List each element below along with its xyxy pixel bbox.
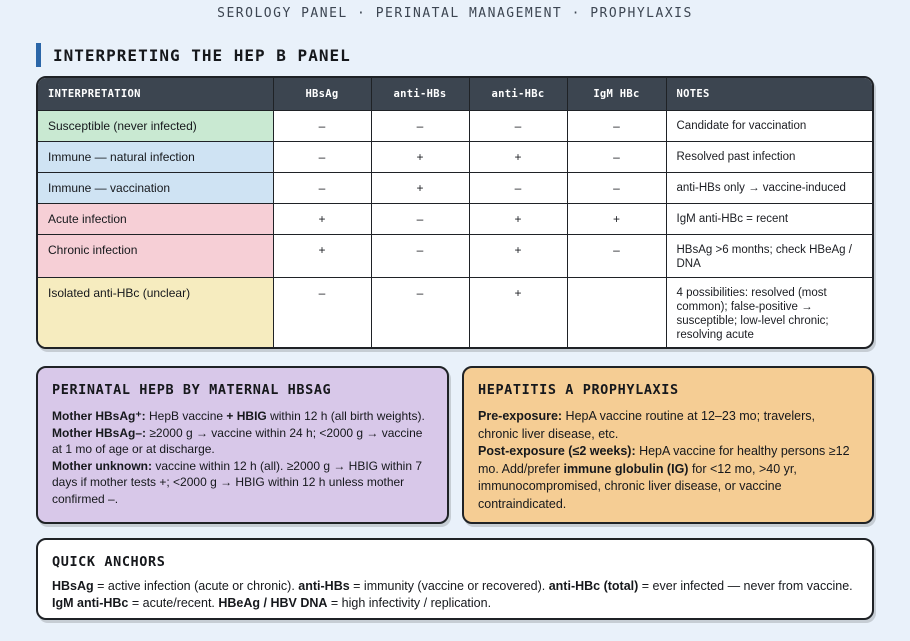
interpretation-cell: Isolated anti-HBc (unclear): [38, 277, 273, 349]
table-row: [38, 234, 872, 277]
ig-emphasis: immune globulin (IG): [563, 461, 689, 476]
anti-hbs-cell: +: [371, 172, 469, 203]
table-header-row: [38, 78, 872, 110]
text-span: = high infectivity / replication.: [327, 596, 492, 610]
page-title: INTERPRETING THE HEP B PANEL: [53, 45, 351, 65]
mother-positive-label: Mother HBsAg⁺:: [52, 409, 146, 423]
anchor-term: HBeAg / HBV DNA: [218, 596, 328, 610]
accent-bar: [36, 43, 41, 67]
hbsag-cell: –: [273, 277, 371, 349]
text-span: for <12 mo, >40 yr, immunocompromised, chronic liver disease, or vaccine contraindicated.: [478, 461, 797, 511]
igm-hbc-cell: [567, 277, 666, 349]
notes-cell: Resolved past infection: [666, 141, 872, 172]
interpretation-cell: Susceptible (never infected): [38, 110, 273, 141]
igm-hbc-cell: +: [567, 203, 666, 234]
hbsag-cell: +: [273, 234, 371, 277]
column-header: NOTES: [666, 78, 872, 110]
text-span: vaccine within 12 h (all). ≥2000 g → HBIG within 7 days if mother tests +; <2000 g → HBIG within 12 h unless mother confirmed –.: [52, 458, 423, 506]
table-row: [38, 277, 872, 349]
text-span: = ever infected — never from vaccine.: [638, 579, 853, 593]
interpretation-cell: Immune — vaccination: [38, 172, 273, 203]
igm-hbc-cell: –: [567, 234, 666, 277]
anti-hbc-cell: +: [469, 203, 567, 234]
interpretation-cell: Chronic infection: [38, 234, 273, 277]
table-row: [38, 141, 872, 172]
hepb-panel-table: [36, 76, 874, 349]
hbsag-cell: –: [273, 141, 371, 172]
notes-cell: anti-HBs only → vaccine-induced: [666, 172, 872, 203]
perinatal-hepb-card: [36, 366, 449, 524]
hbsag-cell: –: [273, 110, 371, 141]
hepa-text: [478, 408, 858, 513]
hbsag-cell: +: [273, 203, 371, 234]
igm-hbc-cell: –: [567, 141, 666, 172]
card-title: PERINATAL HEPB BY MATERNAL HBSAG: [52, 382, 332, 398]
hepatitis-a-card: [462, 366, 874, 524]
column-header: anti-HBc: [469, 78, 567, 110]
breadcrumb: SEROLOGY PANEL · PERINATAL MANAGEMENT · PROPHYLAXIS: [217, 6, 693, 21]
text-span: = active infection (acute or chronic).: [93, 579, 299, 593]
anchor-term: anti-HBc (total): [548, 579, 639, 593]
anti-hbc-cell: +: [469, 141, 567, 172]
anti-hbs-cell: –: [371, 277, 469, 349]
anti-hbs-cell: –: [371, 234, 469, 277]
column-header: anti-HBs: [371, 78, 469, 110]
section-heading: [36, 43, 351, 67]
text-span: = acute/recent.: [128, 596, 219, 610]
notes-cell: Candidate for vaccination: [666, 110, 872, 141]
mother-unknown-label: Mother unknown:: [52, 458, 152, 473]
anchors-text: [52, 578, 858, 612]
table-row: [38, 110, 872, 141]
anchor-term: HBsAg: [52, 579, 94, 593]
card-title: HEPATITIS A PROPHYLAXIS: [478, 382, 679, 398]
card-title: QUICK ANCHORS: [52, 554, 166, 570]
notes-cell: HBsAg >6 months; check HBeAg / DNA: [666, 234, 872, 277]
quick-anchors-card: [36, 538, 874, 620]
text-span: HepA vaccine for healthy persons ≥12 mo. Add/prefer: [478, 444, 850, 476]
interpretation-cell: Immune — natural infection: [38, 141, 273, 172]
column-header: HBsAg: [273, 78, 371, 110]
text-span: within 12 h (all birth weights).: [266, 409, 425, 423]
pre-exposure-label: Pre-exposure:: [478, 409, 563, 423]
anchor-term: IgM anti-HBc: [52, 596, 129, 610]
anti-hbc-cell: –: [469, 172, 567, 203]
mother-negative-label: Mother HBsAg–:: [52, 425, 147, 440]
anti-hbc-cell: +: [469, 277, 567, 349]
anti-hbs-cell: +: [371, 141, 469, 172]
text-span: = immunity (vaccine or recovered).: [349, 579, 549, 593]
hbig-emphasis: + HBIG: [226, 409, 267, 423]
perinatal-text: [52, 408, 433, 508]
text-span: HepB vaccine: [145, 409, 227, 423]
anti-hbc-cell: +: [469, 234, 567, 277]
notes-cell: 4 possibilities: resolved (most common); false-positive → susceptible; low-level chronic; resolving acute: [676, 286, 829, 341]
table-row: [38, 203, 872, 234]
column-header: IgM HBc: [567, 78, 666, 110]
text-span: HepA vaccine routine at 12–23 mo; travelers, chronic liver disease, etc.: [478, 409, 815, 441]
anti-hbs-cell: –: [371, 110, 469, 141]
anti-hbs-cell: –: [371, 203, 469, 234]
igm-hbc-cell: –: [567, 110, 666, 141]
interpretation-cell: Acute infection: [38, 203, 273, 234]
text-span: ≥2000 g → vaccine within 24 h; <2000 g → vaccine at 1 mo of age or at discharge.: [52, 425, 423, 457]
hbsag-cell: –: [273, 172, 371, 203]
table-row: [38, 172, 872, 203]
igm-hbc-cell: –: [567, 172, 666, 203]
notes-cell: IgM anti-HBc = recent: [666, 203, 872, 234]
anti-hbc-cell: –: [469, 110, 567, 141]
post-exposure-label: Post-exposure (≤2 weeks):: [478, 444, 636, 458]
column-header: INTERPRETATION: [38, 78, 273, 110]
anchor-term: anti-HBs: [298, 579, 350, 593]
